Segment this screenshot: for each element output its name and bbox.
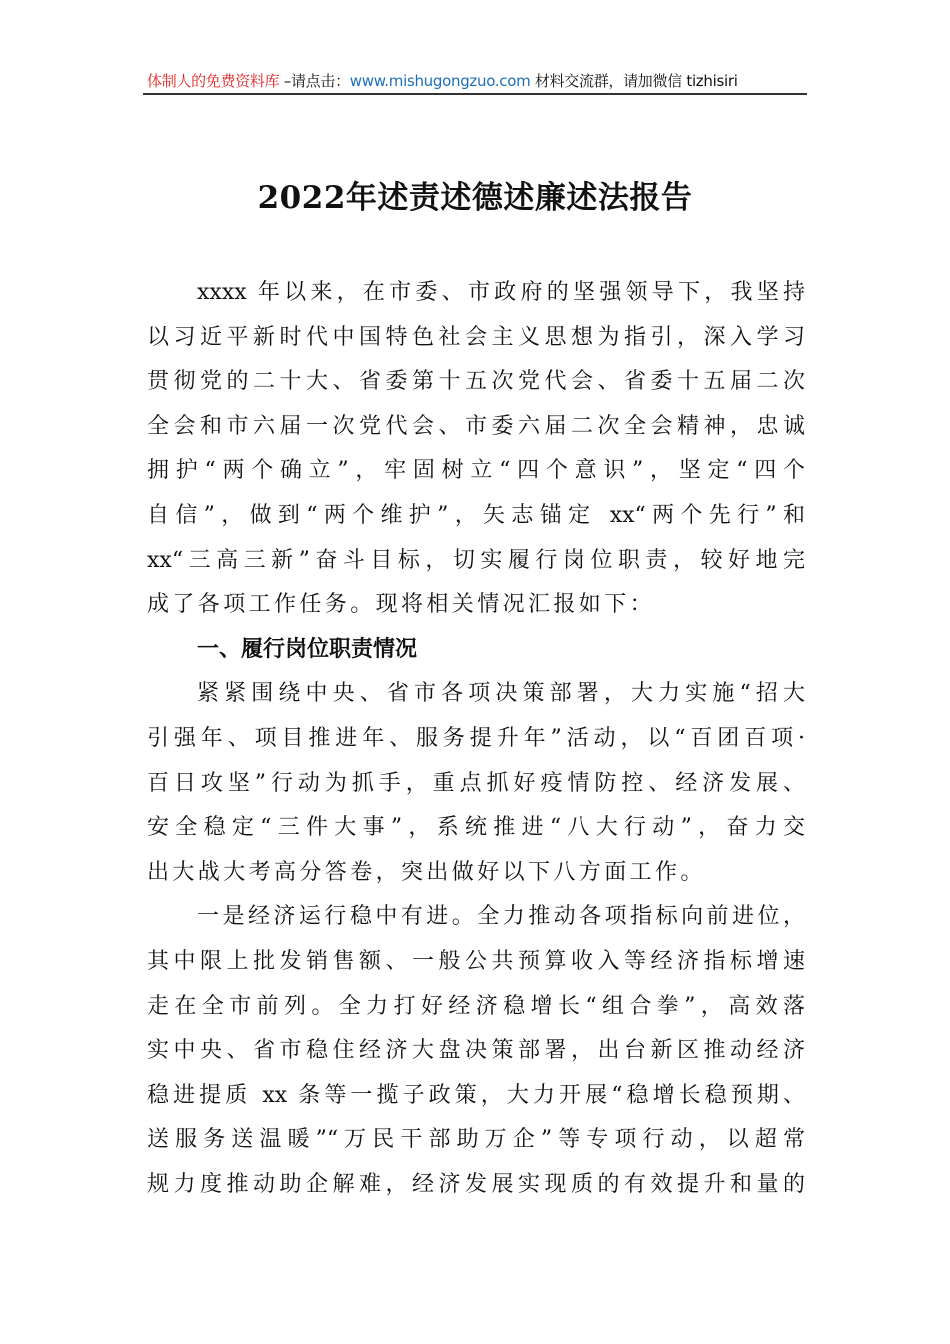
text-line: 贯彻党的二十大、省委第十五次党代会、省委十五届二次 xyxy=(147,369,805,395)
header-library: 体制人的免费资料库 xyxy=(147,72,280,90)
text-line: 送服务送温暖”“万民干部助万企”等专项行动，以超常 xyxy=(147,1127,805,1153)
header-suffix: 材料交流群，请加微信 tizhisiri xyxy=(530,72,738,90)
header-url-link[interactable]: www.mishugongzuo.com xyxy=(349,72,531,90)
text-line: xx“三高三新”奋斗目标，切实履行岗位职责，较好地完 xyxy=(147,547,805,573)
text-line: 出大战大考高分答卷，突出做好以下八方面工作。 xyxy=(147,859,706,885)
text-line: 引强年、项目推进年、服务提升年”活动，以“百团百项· xyxy=(147,725,805,751)
header-prompt: –请点击： xyxy=(279,72,350,90)
text-line: xxxx 年以来，在市委、市政府的坚强领导下，我坚持 xyxy=(197,280,805,305)
text-line: 实中央、省市稳住经济大盘决策部署，出台新区推动经济 xyxy=(147,1038,805,1064)
text-line: 稳进提质 xx 条等一揽子政策，大力开展“稳增长稳预期、 xyxy=(147,1082,805,1108)
document-body xyxy=(147,276,805,1212)
section-heading: 一、履行岗位职责情况 xyxy=(197,636,418,662)
header-divider xyxy=(143,93,807,95)
text-line: 百日攻坚”行动为抓手，重点抓好疫情防控、经济发展、 xyxy=(147,770,805,796)
page-header xyxy=(147,70,807,91)
text-line: 全会和市六届一次党代会、市委六届二次全会精神，忠诚 xyxy=(147,413,805,439)
text-line: 其中限上批发销售额、一般公共预算收入等经济指标增速 xyxy=(147,948,805,974)
text-line: 以习近平新时代中国特色社会主义思想为指引，深入学习 xyxy=(147,324,805,350)
text-line: 一是经济运行稳中有进。全力推动各项指标向前进位， xyxy=(197,904,805,930)
text-line: 自信”，做到“两个维护”，矢志锚定 xx“两个先行”和 xyxy=(147,502,805,528)
text-line: 走在全市前列。全力打好经济稳增长“组合拳”，高效落 xyxy=(147,993,805,1019)
text-line: 安全稳定“三件大事”，系统推进“八大行动”，奋力交 xyxy=(147,815,805,841)
text-line: 成了各项工作任务。现将相关情况汇报如下： xyxy=(147,592,656,618)
text-line: 拥护“两个确立”，牢固树立“四个意识”，坚定“四个 xyxy=(147,458,805,484)
text-line: 规力度推动助企解难，经济发展实现质的有效提升和量的 xyxy=(147,1171,805,1197)
text-line: 紧紧围绕中央、省市各项决策部署，大力实施“招大 xyxy=(197,681,805,707)
document-title: 2022年述责述德述廉述法报告 xyxy=(257,180,693,216)
